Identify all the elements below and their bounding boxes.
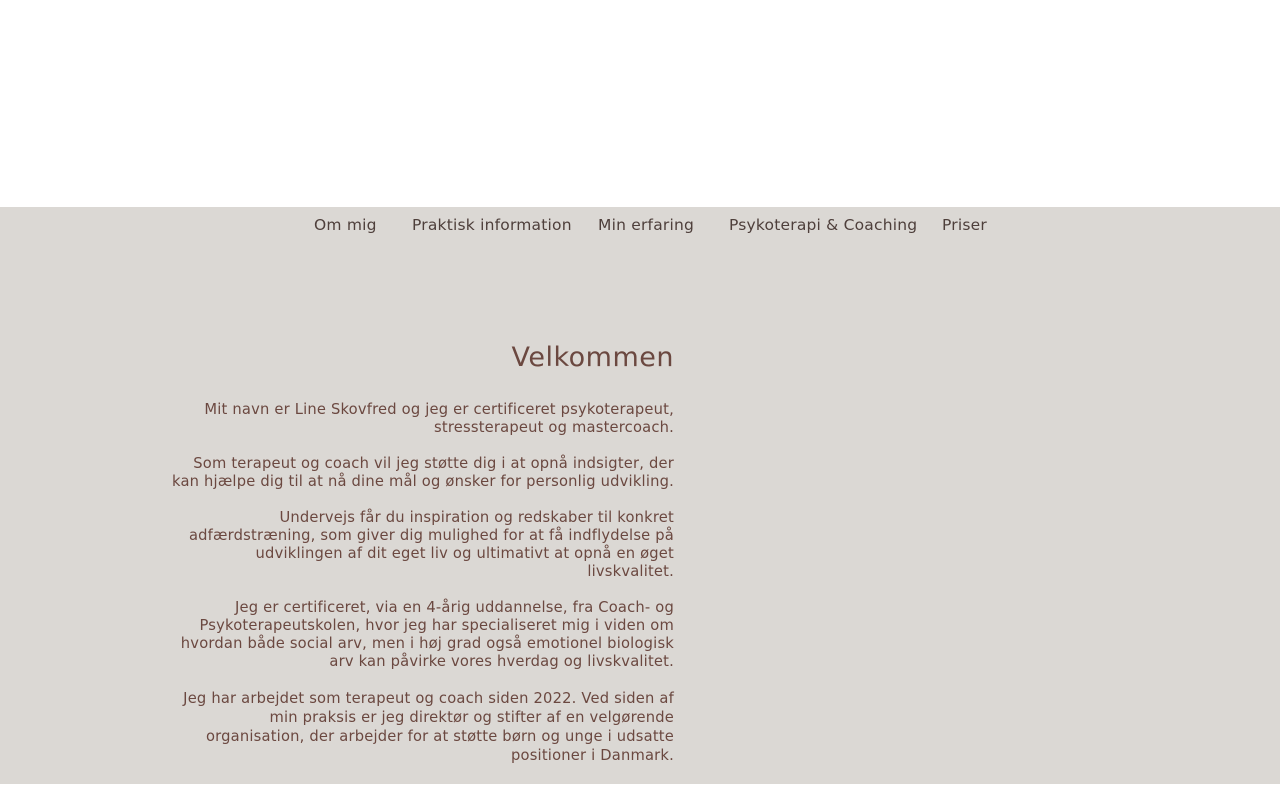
paragraph-line: stressterapeut og mastercoach. — [434, 419, 674, 436]
welcome-section — [150, 338, 674, 765]
paragraph-line: udviklingen af dit eget liv og ultimativt at opnå en øget — [255, 545, 674, 562]
nav-item-om-mig[interactable]: Om mig — [314, 216, 377, 234]
paragraph-line: min praksis er jeg direktør og stifter af en velgørende — [269, 709, 674, 726]
paragraph-line: Jeg har arbejdet som terapeut og coach siden 2022. Ved siden af — [183, 690, 674, 707]
page-title: Velkommen — [511, 342, 674, 373]
nav-item-min-erfaring[interactable]: Min erfaring — [598, 216, 695, 234]
header-area — [0, 0, 1280, 207]
nav-item-praktisk-information[interactable]: Praktisk information — [412, 216, 572, 234]
paragraph-line: Undervejs får du inspiration og redskaber til konkret — [279, 509, 674, 526]
footer-area — [0, 784, 1280, 800]
intro-paragraph — [150, 401, 674, 437]
paragraph-line: adfærdstræning, som giver dig mulighed for at få indflydelse på — [188, 527, 674, 544]
nav-item-psykoterapi-coaching[interactable]: Psykoterapi & Coaching — [729, 216, 918, 234]
paragraph-line: Psykoterapeutskolen, hvor jeg har specialiseret mig i viden om — [199, 617, 674, 634]
certification-paragraph — [150, 599, 674, 671]
paragraph-line: hvordan både social arv, men i høj grad også emotionel biologisk — [180, 635, 674, 652]
paragraph-line: Jeg er certificeret, via en 4-årig uddannelse, fra Coach- og — [234, 599, 674, 616]
paragraph-line: arv kan påvirke vores hverdag og livskvalitet. — [329, 653, 674, 670]
inspiration-paragraph — [150, 509, 674, 581]
paragraph-line: positioner i Danmark. — [510, 747, 674, 764]
paragraph-line: organisation, der arbejder for at støtte børn og unge i udsatte — [205, 728, 674, 745]
paragraph-line: Som terapeut og coach vil jeg støtte dig i at opnå indsigter, der — [193, 455, 674, 472]
main-navigation — [0, 207, 1280, 245]
paragraph-line: livskvalitet. — [587, 563, 674, 580]
experience-paragraph — [150, 689, 674, 765]
nav-item-priser[interactable]: Priser — [942, 216, 987, 234]
support-paragraph — [150, 455, 674, 491]
paragraph-line: kan hjælpe dig til at nå dine mål og ønsker for personlig udvikling. — [172, 473, 674, 490]
paragraph-line: Mit navn er Line Skovfred og jeg er certificeret psykoterapeut, — [204, 401, 674, 418]
